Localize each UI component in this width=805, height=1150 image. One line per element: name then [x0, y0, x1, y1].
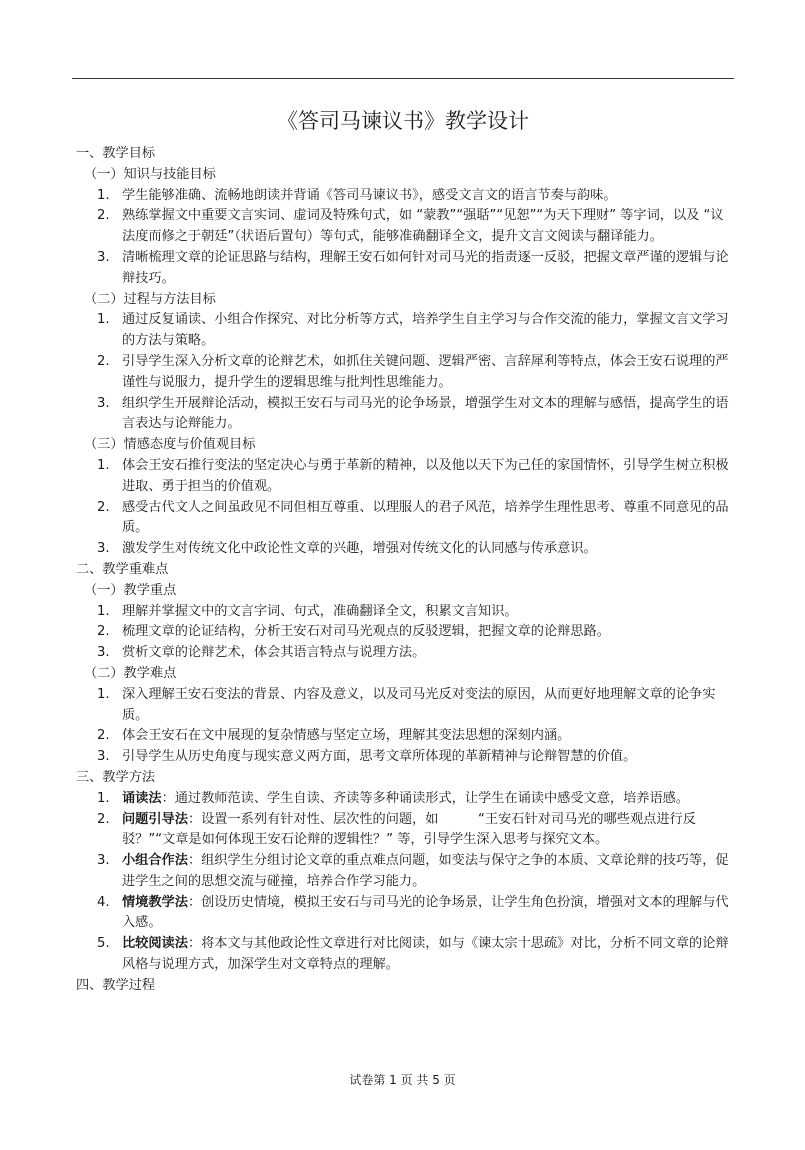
item-text: 体会王安石在文中展现的复杂情感与坚定立场，理解其变法思想的深刻内涵。: [122, 728, 571, 744]
list-item: [76, 456, 736, 498]
item-number: 1.: [97, 457, 110, 473]
list-item: [76, 186, 736, 207]
item-text: 赏析文章的论辩艺术，体会其语言特点与说理方法。: [122, 645, 426, 661]
list-item: [76, 789, 736, 810]
item-text: 通过反复诵读、小组合作探究、对比分析等方式，培养学生自主学习与合作交流的能力，掌握文言文学习的方法与策略。: [122, 312, 729, 349]
list-item: [76, 643, 736, 664]
list-item: [76, 893, 736, 935]
item-number: 2.: [97, 624, 110, 640]
item-text: 引导学生从历史角度与现实意义两方面，思考文章所体现的革新精神与论辩智慧的价值。: [122, 749, 637, 765]
list-item: [76, 747, 736, 768]
subsection-heading: （三）情感态度与价值观目标: [84, 437, 256, 453]
list: [76, 685, 736, 768]
item-number: 2.: [97, 728, 110, 744]
method-name: 比较阅读法: [122, 936, 188, 952]
item-number: 2.: [97, 208, 110, 224]
method-name: 情境教学法: [122, 894, 188, 910]
list-item: [76, 726, 736, 747]
section-heading: 一、教学目标: [76, 146, 156, 161]
item-text: ：创设历史情境，模拟王安石与司马光的论争场景，让学生角色扮演，增强对文本的理解与代入感。: [122, 894, 729, 931]
item-number: 1.: [97, 603, 110, 619]
list-item: [76, 810, 736, 852]
item-number: 3.: [97, 395, 110, 411]
list-item: [76, 622, 736, 643]
method-name: 诵读法: [122, 790, 162, 806]
item-number: 1.: [97, 187, 110, 203]
item-text: 学生能够准确、流畅地朗读并背诵《答司马谏议书》，感受文言文的语言节奏与韵味。: [122, 187, 617, 203]
item-number: 1.: [97, 686, 110, 702]
method-name: 小组合作法: [122, 853, 188, 869]
item-number: 4.: [97, 894, 110, 910]
item-text: 感受古代文人之间虽政见不同但相互尊重、以理服人的君子风范，培养学生理性思考、尊重不同意见的品质。: [122, 499, 729, 536]
page-footer: 试卷第 1 页 共 5 页: [349, 1073, 456, 1087]
item-text: 清晰梳理文章的论证思路与结构，理解王安石如何针对司马光的指责逐一反驳，把握文章严谨的逻辑与论辩技巧。: [122, 249, 729, 286]
list: [76, 789, 736, 976]
list-item: [76, 394, 736, 436]
header-rule: [72, 78, 734, 79]
item-number: 3.: [97, 749, 110, 765]
item-text: 理解并掌握文中的文言字词、句式，准确翻译全文，积累文言知识。: [122, 603, 518, 619]
section-heading: 二、教学重难点: [76, 561, 169, 577]
item-text: 熟练掌握文中重要文言实词、虚词及特殊句式，如 “蒙教”“强聒”“见恕”“为天下理财” 等字词，以及 “议法度而修之于朝廷”（状语后置句）等句式，能够准确翻译全文，提升文言文阅读与翻译能力。: [122, 208, 724, 245]
item-text: 体会王安石推行变法的坚定决心与勇于革新的精神，以及他以天下为己任的家国情怀，引导学生树立积极进取、勇于担当的价值观。: [122, 457, 729, 494]
list: [76, 456, 736, 560]
item-number: 1.: [97, 790, 110, 806]
item-text: 激发学生对传统文化中政论性文章的兴趣，增强对传统文化的认同感与传承意识。: [122, 541, 597, 557]
list-item: [76, 539, 736, 560]
list-item: [76, 206, 736, 248]
item-number: 1.: [97, 312, 110, 328]
section-heading: 三、教学方法: [76, 769, 156, 785]
subsection-heading: （一）教学重点: [84, 582, 177, 598]
item-text: ：组织学生分组讨论文章的重点难点问题，如变法与保守之争的本质、文章论辩的技巧等，促进学生之间的思想交流与碰撞，培养合作学习能力。: [122, 853, 729, 889]
section-heading: 四、教学过程: [76, 977, 156, 993]
item-number: 2.: [97, 499, 110, 515]
list-item: [76, 310, 736, 352]
subsection-heading: （二）过程与方法目标: [84, 291, 216, 307]
subsection-heading: （二）教学难点: [84, 665, 177, 681]
item-number: 3.: [97, 249, 110, 265]
item-text: 深入理解王安石变法的背景、内容及意义，以及司马光反对变法的原因，从而更好地理解文章的论争实质。: [122, 686, 716, 723]
item-text: ：通过教师范读、学生自读、齐读等多种诵读形式，让学生在诵读中感受文意，培养语感。: [161, 790, 690, 806]
item-number: 2.: [97, 811, 110, 827]
document-title: 《答司马谏议书》教学设计: [277, 109, 529, 133]
list-item: [76, 851, 736, 893]
list-item: [76, 602, 736, 623]
document-body: [76, 144, 736, 997]
list: [76, 310, 736, 435]
item-number: 3.: [97, 541, 110, 557]
list-item: [76, 685, 736, 727]
list-item: [76, 934, 736, 976]
item-text: ：设置一系列有针对性、层次性的问题，如 “王安石针对司马光的哪些观点进行反驳？”“文章是如何体现王安石论辩的逻辑性？” 等，引导学生深入思考与探究文本。: [122, 811, 696, 848]
list-item: [76, 248, 736, 290]
item-text: 梳理文章的论证结构，分析王安石对司马光观点的反驳逻辑，把握文章的论辩思路。: [122, 624, 610, 640]
list: [76, 186, 736, 290]
item-number: 3.: [97, 645, 110, 661]
list-item: [76, 498, 736, 540]
item-number: 2.: [97, 353, 110, 369]
item-text: 组织学生开展辩论活动，模拟王安石与司马光的论争场景，增强学生对文本的理解与感悟，提高学生的语言表达与论辩能力。: [122, 395, 729, 432]
item-number: 5.: [97, 936, 110, 952]
item-text: 引导学生深入分析文章的论辩艺术，如抓住关键问题、逻辑严密、言辞犀利等特点，体会王安石说理的严谨性与说服力，提升学生的逻辑思维与批判性思维能力。: [122, 353, 729, 390]
item-number: 3.: [97, 853, 110, 869]
method-name: 问题引导法: [122, 811, 188, 827]
subsection-heading: （一）知识与技能目标: [84, 166, 216, 182]
list-item: [76, 352, 736, 394]
list: [76, 602, 736, 664]
item-text: ：将本文与其他政论性文章进行对比阅读，如与《谏太宗十思疏》对比，分析不同文章的论辩风格与说理方式，加深学生对文章特点的理解。: [122, 936, 729, 973]
